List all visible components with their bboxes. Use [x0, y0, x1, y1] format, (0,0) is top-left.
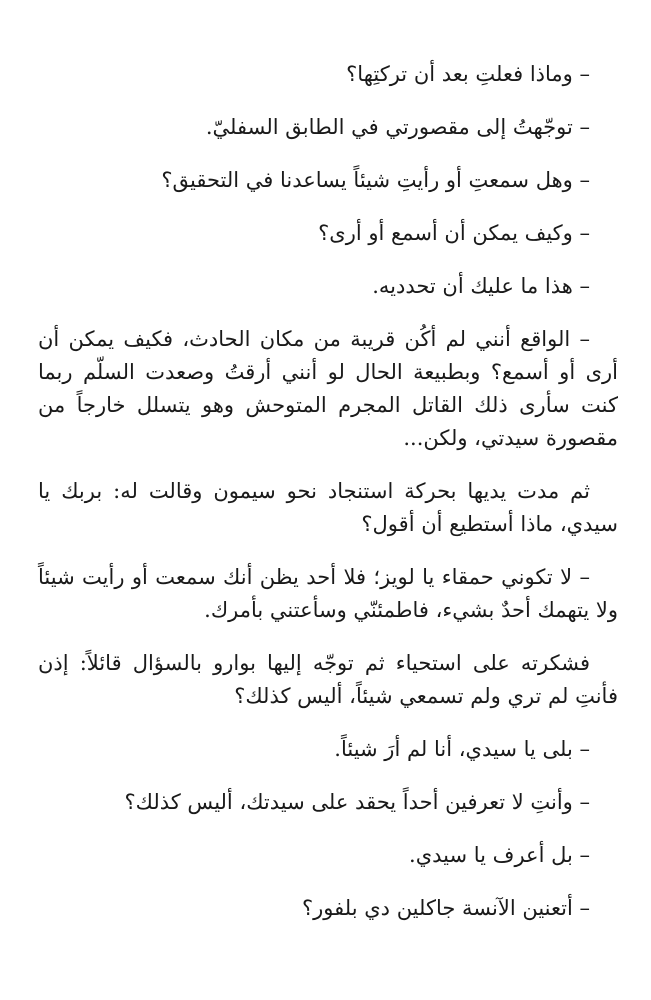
- dialogue-line: – بلى يا سيدي، أنا لم أرَ شيئاً.: [334, 737, 590, 761]
- dialogue-line: – وهل سمعتِ أو رأيتِ شيئاً يساعدنا في التحقيق؟: [161, 168, 590, 192]
- dialogue-line: – هذا ما عليك أن تحدديه.: [372, 274, 590, 298]
- dialogue-line: – توجّهتُ إلى مقصورتي في الطابق السفليّ.: [205, 115, 590, 139]
- dialogue-line: – أتعنين الآنسة جاكلين دي بلفور؟: [302, 896, 590, 920]
- document-page: [38, 58, 618, 945]
- dialogue-line: – وماذا فعلتِ بعد أن تركتِها؟: [346, 62, 590, 86]
- narration-paragraph: فشكرته على استحياء ثم توجّه إليها بوارو بالسؤال قائلاً: إذن فأنتِ لم تري ولم تسمعي شيئاً، أليس كذلك؟: [38, 651, 618, 708]
- dialogue-line: – بل أعرف يا سيدي.: [409, 843, 590, 867]
- dialogue-paragraph: – الواقع أنني لم أكُن قريبة من مكان الحادث، فكيف يمكن أن أرى أو أسمع؟ وبطبيعة الحال لو أنني أرقتُ وصعدت السلّم ربما كنت سأرى ذلك القاتل المجرم المتوحش وهو يتسلل خارجاً من مقصورة سيدتي، ولكن...: [38, 327, 618, 450]
- narration-paragraph: ثم مدت يديها بحركة استنجاد نحو سيمون وقالت له: بربك يا سيدي، ماذا أستطيع أن أقول؟: [38, 479, 618, 536]
- dialogue-paragraph: – لا تكوني حمقاء يا لويز؛ فلا أحد يظن أنك سمعت أو رأيت شيئاً ولا يتهمك أحدٌ بشيء، فاطمئنّي وسأعتني بأمرك.: [38, 565, 618, 622]
- dialogue-line: – وكيف يمكن أن أسمع أو أرى؟: [318, 221, 590, 245]
- dialogue-line: – وأنتِ لا تعرفين أحداً يحقد على سيدتك، أليس كذلك؟: [124, 790, 590, 814]
